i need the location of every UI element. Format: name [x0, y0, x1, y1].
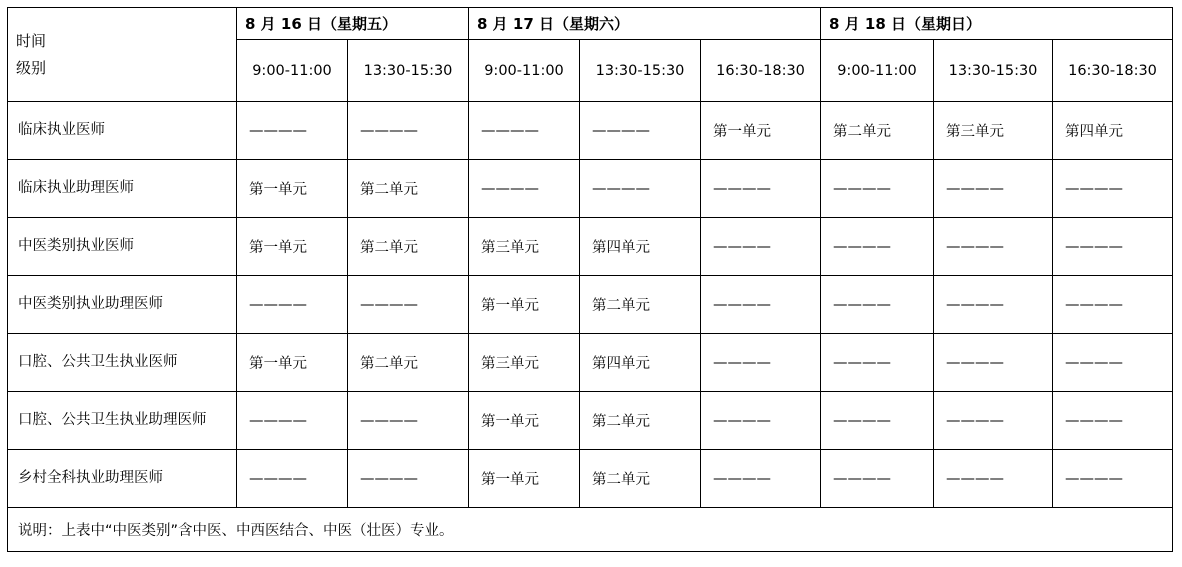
schedule-cell: 第二单元	[348, 334, 469, 392]
schedule-cell: ————	[580, 160, 701, 218]
time-slot-header: 13:30-15:30	[348, 40, 469, 102]
time-slot-header: 9:00-11:00	[821, 40, 934, 102]
schedule-cell: 第二单元	[580, 450, 701, 508]
schedule-cell: ————	[934, 276, 1053, 334]
schedule-cell: 第一单元	[469, 276, 580, 334]
schedule-cell: ————	[821, 276, 934, 334]
corner-level-label: 级别	[16, 58, 47, 77]
schedule-cell: ————	[934, 392, 1053, 450]
schedule-cell: ————	[469, 160, 580, 218]
schedule-cell: ————	[1053, 392, 1173, 450]
table-row	[8, 392, 1173, 450]
schedule-cell: ————	[237, 102, 348, 160]
time-slot-header: 16:30-18:30	[1053, 40, 1173, 102]
schedule-cell: 第三单元	[469, 334, 580, 392]
schedule-cell: 第一单元	[237, 334, 348, 392]
schedule-cell: ————	[701, 450, 821, 508]
schedule-cell: ————	[821, 392, 934, 450]
date-header: 8 月 18 日（星期日）	[821, 8, 1173, 40]
date-header: 8 月 17 日（星期六）	[469, 8, 821, 40]
table-row	[8, 102, 1173, 160]
schedule-cell: ————	[934, 218, 1053, 276]
table-row	[8, 334, 1173, 392]
level-cell: 口腔、公共卫生执业医师	[8, 334, 237, 392]
schedule-cell: 第一单元	[237, 218, 348, 276]
table-row	[8, 218, 1173, 276]
schedule-cell: ————	[1053, 218, 1173, 276]
table-row	[8, 450, 1173, 508]
level-cell: 乡村全科执业助理医师	[8, 450, 237, 508]
schedule-cell: ————	[348, 392, 469, 450]
schedule-cell: ————	[701, 334, 821, 392]
schedule-cell: ————	[701, 218, 821, 276]
exam-schedule-table	[7, 7, 1173, 552]
schedule-cell: ————	[701, 160, 821, 218]
schedule-cell: 第二单元	[580, 276, 701, 334]
schedule-cell: 第三单元	[469, 218, 580, 276]
level-cell: 临床执业助理医师	[8, 160, 237, 218]
schedule-cell: ————	[1053, 276, 1173, 334]
schedule-cell: 第二单元	[348, 218, 469, 276]
schedule-cell: ————	[934, 334, 1053, 392]
schedule-cell: ————	[934, 160, 1053, 218]
schedule-cell: ————	[348, 450, 469, 508]
schedule-cell: ————	[469, 102, 580, 160]
schedule-cell: 第二单元	[348, 160, 469, 218]
table-row	[8, 160, 1173, 218]
schedule-cell: 第三单元	[934, 102, 1053, 160]
table-note: 说明：上表中“中医类别”含中医、中西医结合、中医（壮医）专业。	[8, 508, 1173, 552]
schedule-cell: ————	[701, 276, 821, 334]
schedule-cell: ————	[237, 276, 348, 334]
schedule-cell: 第四单元	[580, 218, 701, 276]
schedule-cell: ————	[821, 160, 934, 218]
schedule-cell: ————	[348, 102, 469, 160]
time-slot-header: 9:00-11:00	[469, 40, 580, 102]
date-header: 8 月 16 日（星期五）	[237, 8, 469, 40]
corner-header	[8, 8, 237, 102]
schedule-cell: 第一单元	[469, 392, 580, 450]
schedule-cell: ————	[934, 450, 1053, 508]
table-row	[8, 276, 1173, 334]
schedule-cell: ————	[701, 392, 821, 450]
schedule-cell: 第四单元	[580, 334, 701, 392]
level-cell: 口腔、公共卫生执业助理医师	[8, 392, 237, 450]
schedule-cell: ————	[237, 450, 348, 508]
schedule-cell: ————	[1053, 334, 1173, 392]
schedule-cell: 第一单元	[701, 102, 821, 160]
schedule-cell: 第四单元	[1053, 102, 1173, 160]
schedule-cell: ————	[821, 450, 934, 508]
schedule-cell: 第二单元	[580, 392, 701, 450]
schedule-cell: ————	[1053, 450, 1173, 508]
time-slot-header: 9:00-11:00	[237, 40, 348, 102]
time-slot-header: 16:30-18:30	[701, 40, 821, 102]
time-slot-header: 13:30-15:30	[580, 40, 701, 102]
schedule-cell: 第一单元	[237, 160, 348, 218]
schedule-body	[8, 102, 1173, 508]
schedule-cell: ————	[580, 102, 701, 160]
schedule-cell: ————	[237, 392, 348, 450]
schedule-cell: ————	[1053, 160, 1173, 218]
schedule-cell: 第一单元	[469, 450, 580, 508]
level-cell: 临床执业医师	[8, 102, 237, 160]
corner-time-label: 时间	[16, 31, 47, 50]
schedule-cell: ————	[821, 218, 934, 276]
level-cell: 中医类别执业医师	[8, 218, 237, 276]
level-cell: 中医类别执业助理医师	[8, 276, 237, 334]
time-slot-header: 13:30-15:30	[934, 40, 1053, 102]
schedule-cell: ————	[821, 334, 934, 392]
schedule-cell: ————	[348, 276, 469, 334]
schedule-cell: 第二单元	[821, 102, 934, 160]
